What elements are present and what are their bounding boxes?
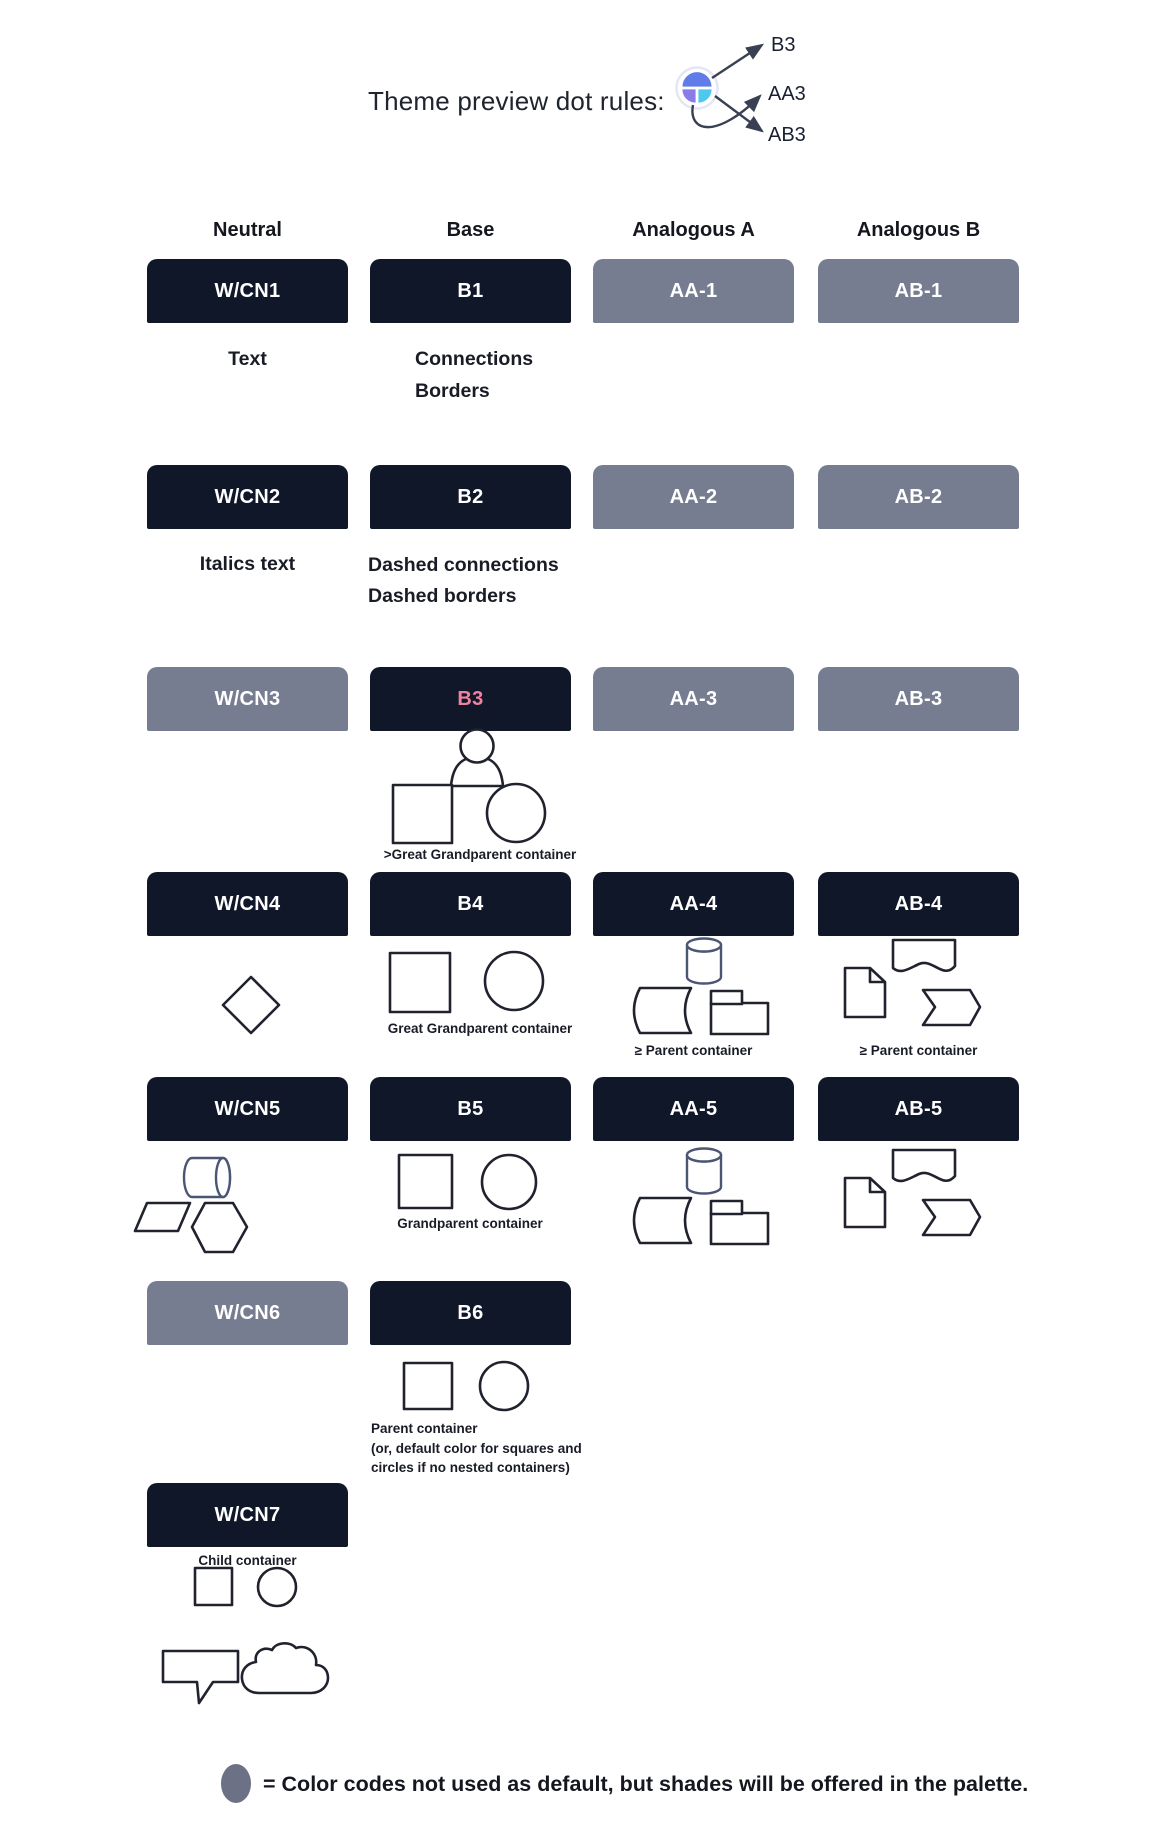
square-shape [195,1568,232,1605]
swatch-wcn7 [147,1483,348,1547]
cylinder-top-icon [687,939,721,952]
cylinder-top-icon [687,1149,721,1162]
wcn5-shapes [128,1148,258,1260]
folder-body-shape [711,1213,768,1244]
speech-bubble-shape [163,1651,238,1703]
dot-rule-label-b3: B3 [771,34,796,56]
caption-aa4: ≥ Parent container [634,1043,753,1058]
swatch-wcn2-label: W/CN2 [214,485,281,508]
caption-b2-line1: Dashed connections [368,554,559,576]
circle-shape [485,952,543,1010]
swatch-b2 [370,465,571,529]
swatch-ab1-label: AB-1 [894,279,943,302]
swatch-wcn7-label: W/CN7 [214,1503,281,1526]
wcn7-shapes-bottom [155,1640,340,1710]
caption-b5: Grandparent container [397,1216,543,1231]
square-shape [393,785,452,843]
caption-b1-line1: Connections [415,348,534,370]
caption-wcn7: Child container [198,1553,297,1568]
swatch-ab2-label: AB-2 [894,485,943,508]
circle-shape [480,1362,528,1410]
arrow-to-b3 [712,45,762,78]
swatch-wcn1 [147,259,348,323]
wavy-document-shape [893,1150,955,1181]
swatch-b4 [370,872,571,936]
column-header-analogous-b: Analogous B [856,219,981,241]
swatch-ab3 [818,667,1019,731]
swatch-b6-label: B6 [457,1301,484,1324]
swatch-wcn2 [147,465,348,529]
swatch-ab3-label: AB-3 [894,687,943,710]
aa5-shapes [625,1140,775,1252]
swatch-aa2 [593,465,794,529]
caption-b6-line2: (or, default color for squares and [371,1440,582,1456]
swatch-wcn1-label: W/CN1 [214,279,281,302]
caption-b6-line1: Parent container [371,1421,478,1436]
swatch-ab5 [818,1077,1019,1141]
column-header-base: Base [446,219,495,241]
swatch-wcn5 [147,1077,348,1141]
swatch-b5-label: B5 [457,1097,484,1120]
swatch-ab4-label: AB-4 [894,892,943,915]
swatch-wcn3 [147,667,348,731]
caption-b3: >Great Grandparent container [383,847,577,862]
swatch-ab1 [818,259,1019,323]
folder-tab-shape [711,991,742,1004]
swatch-b3 [370,667,571,731]
swatch-b5 [370,1077,571,1141]
dot-rule-label-ab3: AB3 [768,124,806,146]
person-head-icon [461,730,494,763]
b4-shapes [380,945,550,1015]
swatch-aa5 [593,1077,794,1141]
hexagon-shape [192,1203,247,1252]
chevron-banner-shape [923,1200,980,1235]
swatch-aa1 [593,259,794,323]
aa4-shapes [625,930,775,1042]
stored-data-shape [634,988,691,1033]
caption-ab4: ≥ Parent container [859,1043,978,1058]
square-shape [399,1155,452,1208]
folder-body-shape [711,1003,768,1034]
swatch-wcn6 [147,1281,348,1345]
swatch-b1-label: B1 [457,279,484,302]
square-shape [404,1363,452,1409]
caption-b1-line2: Borders [415,380,490,402]
page-shape [845,1178,885,1227]
circle-shape [487,784,545,842]
parallelogram-shape [135,1203,190,1231]
swatch-b3-label: B3 [457,687,484,710]
column-header-neutral: Neutral [213,219,282,241]
swatch-aa2-label: AA-2 [669,485,718,508]
circle-shape [482,1155,536,1209]
caption-b1 [415,343,533,407]
swatch-aa5-label: AA-5 [669,1097,718,1120]
column-header-analogous-a: Analogous A [632,219,755,241]
swatch-aa3-label: AA-3 [669,687,718,710]
folder-tab-shape [711,1201,742,1214]
swatch-aa4 [593,872,794,936]
swatch-wcn5-label: W/CN5 [214,1097,281,1120]
b3-shapes [365,725,565,850]
wcn4-shapes [218,972,288,1042]
caption-wcn1: Text [228,348,267,370]
page-shape [845,968,885,1017]
ab5-shapes [840,1143,990,1243]
caption-b2 [368,550,559,612]
b5-shapes [390,1148,550,1214]
legend-text: = Color codes not used as default, but shades will be offered in the palette. [263,1772,1029,1796]
caption-b4: Great Grandparent container [387,1021,573,1036]
caption-b6 [371,1419,582,1478]
wcn7-shapes-top [185,1560,305,1612]
swatch-b2-label: B2 [457,485,484,508]
swatch-aa4-label: AA-4 [669,892,718,915]
swatch-ab4 [818,872,1019,936]
cloud-shape [242,1643,328,1693]
circle-shape [258,1568,296,1606]
swatch-b4-label: B4 [457,892,484,915]
swatch-wcn6-label: W/CN6 [214,1301,281,1324]
swatch-b1 [370,259,571,323]
dot-rule-label-aa3: AA3 [768,83,806,105]
theme-preview-dot-diagram [655,20,840,160]
caption-wcn2: Italics text [199,553,296,575]
square-shape [390,953,450,1012]
wavy-document-shape [893,940,955,971]
swatch-aa1-label: AA-1 [669,279,718,302]
stored-data-shape [634,1198,691,1243]
swatch-wcn4-label: W/CN4 [214,892,281,915]
ab4-shapes [840,933,990,1033]
swatch-ab2 [818,465,1019,529]
swatch-ab5-label: AB-5 [894,1097,943,1120]
swatch-wcn3-label: W/CN3 [214,687,281,710]
swatch-wcn4 [147,872,348,936]
b6-shapes [395,1355,540,1415]
horizontal-cylinder-cap-icon [216,1158,230,1197]
chevron-banner-shape [923,990,980,1025]
legend-dot-icon [221,1764,251,1803]
swatch-b6 [370,1281,571,1345]
caption-b6-line3: circles if no nested containers) [371,1460,570,1475]
page-title: Theme preview dot rules: [368,86,665,116]
swatch-aa3 [593,667,794,731]
diamond-shape [223,977,279,1033]
caption-b2-line2: Dashed borders [368,585,517,607]
